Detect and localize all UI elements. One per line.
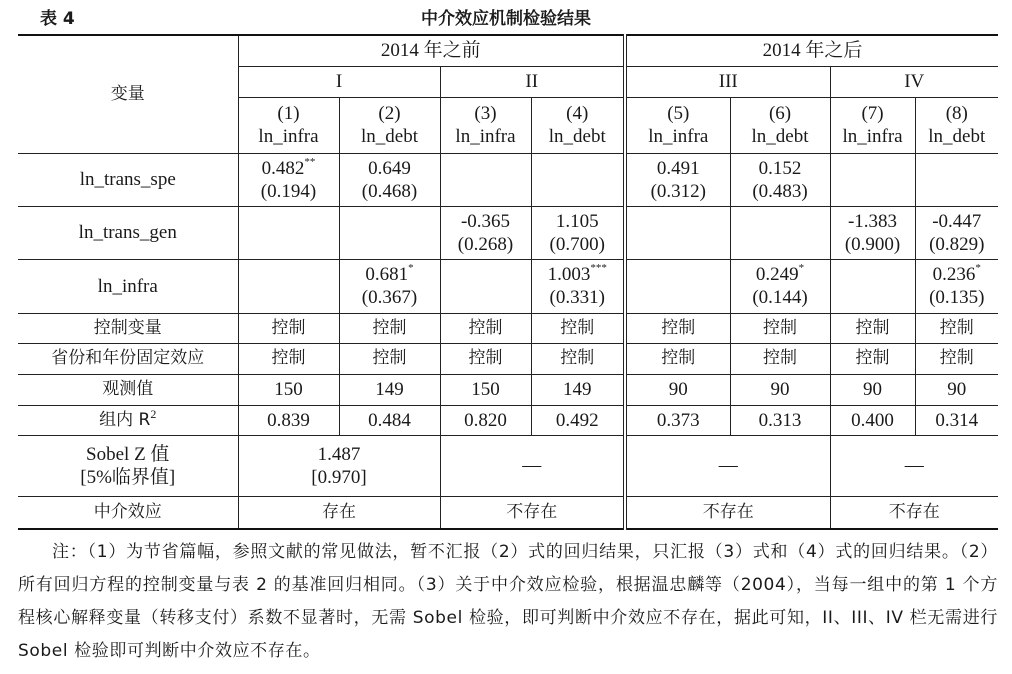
coef-cell: 0.491 (0.312) [625, 153, 730, 206]
note-text: 注：（1）为节省篇幅，参照文献的常见做法，暂不汇报（2）式的回归结果，只汇报（3）式和（4）式的回归结果。（2）所有回归方程的控制变量与表 2 的基准回归相同。（3）关于中介效应检验，根据温忠麟等（2004），当每一组中的第 1 个方程核心解释变量（转移支付）系数不显著时，无需 Sobel 检验，即可判断中介效应不存在，据此可知，II、III、IV 栏无需进行 Sobel 检验即可判断中介效应不存在。 [18, 542, 998, 661]
value-cell: 0.313 [730, 405, 830, 435]
row-label: 省份和年份固定效应 [18, 343, 238, 374]
value-cell: 控制 [625, 343, 730, 374]
table-row-sobel [18, 435, 998, 496]
value-cell: 150 [440, 374, 531, 405]
mediation-cell-group-ii: 不存在 [440, 496, 625, 529]
sobel-cell-group-ii: — [440, 435, 625, 496]
column-header-1: (1) ln_infra [238, 97, 339, 153]
value-cell: 控制 [830, 313, 915, 343]
mediation-cell-group-iii: 不存在 [625, 496, 830, 529]
value-cell: 控制 [730, 343, 830, 374]
table-row-mediation-effect [18, 496, 998, 529]
value-cell: 0.314 [915, 405, 998, 435]
value-cell: 90 [730, 374, 830, 405]
row-label: 组内 $R^2$ [18, 405, 238, 435]
header-row-periods [18, 35, 998, 66]
value-cell: 控制 [830, 343, 915, 374]
value-cell: 149 [531, 374, 625, 405]
sobel-cell-group-iii: — [625, 435, 830, 496]
value-cell: 150 [238, 374, 339, 405]
table-row-ln-infra [18, 259, 998, 313]
value-cell: 控制 [915, 313, 998, 343]
table-row-fixed-effects [18, 343, 998, 374]
mediation-results-table [18, 34, 998, 530]
group-header-i: I [238, 66, 440, 97]
coef-cell: 1.105 (0.700) [531, 206, 625, 259]
value-cell: 0.820 [440, 405, 531, 435]
period-header-before-2014: 2014 年之前 [238, 35, 625, 66]
table-row-ln-trans-gen [18, 206, 998, 259]
coef-cell [625, 206, 730, 259]
value-cell: 控制 [531, 313, 625, 343]
coef-cell [238, 206, 339, 259]
row-label: 中介效应 [18, 496, 238, 529]
table-row-controls [18, 313, 998, 343]
column-header-5: (5) ln_infra [625, 97, 730, 153]
value-cell: 控制 [531, 343, 625, 374]
column-header-6: (6) ln_debt [730, 97, 830, 153]
table-row-observations [18, 374, 998, 405]
value-cell: 149 [339, 374, 440, 405]
value-cell: 控制 [440, 343, 531, 374]
coef-cell: 0.249* (0.144) [730, 259, 830, 313]
column-header-2: (2) ln_debt [339, 97, 440, 153]
column-header-3: (3) ln_infra [440, 97, 531, 153]
coef-cell [625, 259, 730, 313]
value-cell: 控制 [339, 313, 440, 343]
table-number: 表 4 [40, 9, 75, 29]
row-label: 控制变量 [18, 313, 238, 343]
coef-cell [339, 206, 440, 259]
coef-cell: -1.383 (0.900) [830, 206, 915, 259]
sobel-cell-group-iv: — [830, 435, 998, 496]
mediation-cell-group-i: 存在 [238, 496, 440, 529]
row-label: Sobel Z 值 [5%临界值] [18, 435, 238, 496]
coef-cell [531, 153, 625, 206]
value-cell: 控制 [339, 343, 440, 374]
value-cell: 90 [830, 374, 915, 405]
value-cell: 控制 [238, 343, 339, 374]
coef-cell [238, 259, 339, 313]
row-label: 观测值 [18, 374, 238, 405]
coef-cell: 0.236* (0.135) [915, 259, 998, 313]
table-note [18, 536, 998, 668]
coef-cell: -0.365 (0.268) [440, 206, 531, 259]
value-cell: 控制 [730, 313, 830, 343]
coef-cell: 0.482** (0.194) [238, 153, 339, 206]
value-cell: 控制 [238, 313, 339, 343]
coef-cell [915, 153, 998, 206]
table-row-ln-trans-spe [18, 153, 998, 206]
coef-cell [440, 259, 531, 313]
value-cell: 控制 [625, 313, 730, 343]
group-header-iv: IV [830, 66, 998, 97]
row-label: ln_trans_gen [18, 206, 238, 259]
coef-cell: -0.447 (0.829) [915, 206, 998, 259]
group-header-ii: II [440, 66, 625, 97]
period-header-after-2014: 2014 年之后 [625, 35, 998, 66]
value-cell: 0.839 [238, 405, 339, 435]
variable-header: 变量 [18, 35, 238, 153]
sobel-cell-group-i: 1.487 [0.970] [238, 435, 440, 496]
coef-cell [730, 206, 830, 259]
value-cell: 90 [915, 374, 998, 405]
group-header-iii: III [625, 66, 830, 97]
value-cell: 90 [625, 374, 730, 405]
value-cell: 0.400 [830, 405, 915, 435]
table-row-within-r2 [18, 405, 998, 435]
value-cell: 0.373 [625, 405, 730, 435]
value-cell: 0.492 [531, 405, 625, 435]
coef-cell: 0.152 (0.483) [730, 153, 830, 206]
table-title: 中介效应机制检验结果 [421, 9, 591, 29]
value-cell: 控制 [915, 343, 998, 374]
column-header-4: (4) ln_debt [531, 97, 625, 153]
coef-cell [830, 153, 915, 206]
coef-cell: 0.649 (0.468) [339, 153, 440, 206]
value-cell: 0.484 [339, 405, 440, 435]
value-cell: 控制 [440, 313, 531, 343]
column-header-8: (8) ln_debt [915, 97, 998, 153]
coef-cell [830, 259, 915, 313]
row-label: ln_infra [18, 259, 238, 313]
coef-cell [440, 153, 531, 206]
mediation-cell-group-iv: 不存在 [830, 496, 998, 529]
row-label: ln_trans_spe [18, 153, 238, 206]
coef-cell: 1.003*** (0.331) [531, 259, 625, 313]
column-header-7: (7) ln_infra [830, 97, 915, 153]
coef-cell: 0.681* (0.367) [339, 259, 440, 313]
